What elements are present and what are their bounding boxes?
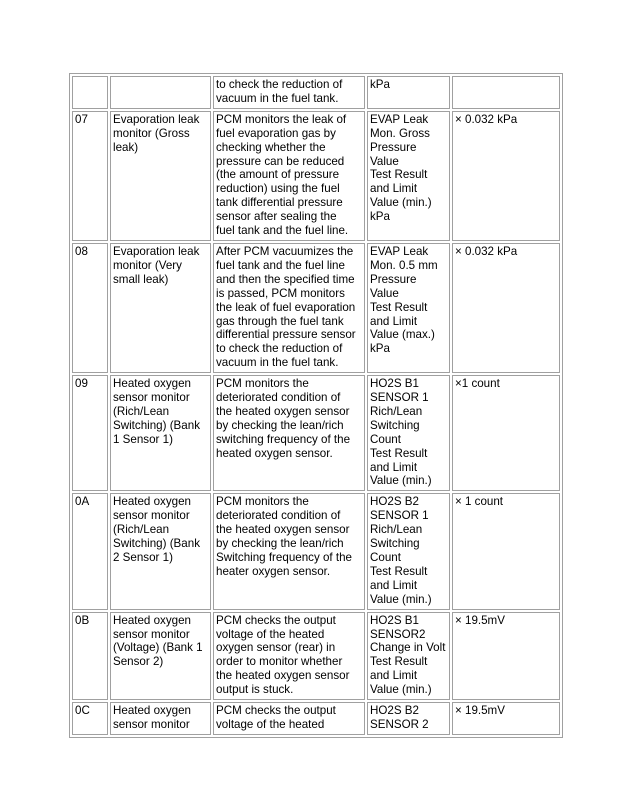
table-row xyxy=(72,493,560,609)
unit-cell xyxy=(452,76,560,109)
test-id-cell: 0C xyxy=(72,702,108,735)
test-id-cell: 07 xyxy=(72,111,108,241)
monitor-name-cell: Evaporation leak monitor (Very small leak) xyxy=(110,243,211,373)
test-value-cell: HO2S B1 SENSOR2 Change in Volt Test Result and Limit Value (min.) xyxy=(367,612,450,700)
unit-cell: × 19.5mV xyxy=(452,702,560,735)
test-value-cell: HO2S B2 SENSOR 1 Rich/Lean Switching Count Test Result and Limit Value (min.) xyxy=(367,493,450,609)
monitor-name-cell: Heated oxygen sensor monitor (Voltage) (Bank 1 Sensor 2) xyxy=(110,612,211,700)
test-id-cell: 0B xyxy=(72,612,108,700)
monitor-name-cell xyxy=(110,76,211,109)
description-cell: After PCM vacuumizes the fuel tank and the fuel line and then the specified time is passed, PCM monitors the leak of fuel evaporation gas through the fuel tank differential pressure sensor to check the reduction of vacuum in the fuel tank. xyxy=(213,243,365,373)
table-row xyxy=(72,76,560,109)
unit-cell: × 0.032 kPa xyxy=(452,243,560,373)
description-cell: PCM monitors the deteriorated condition of the heated oxygen sensor by checking the lean/rich switching frequency of the heated oxygen sensor. xyxy=(213,375,365,491)
unit-cell: ×1 count xyxy=(452,375,560,491)
description-cell: PCM checks the output voltage of the heated xyxy=(213,702,365,735)
monitor-name-cell: Heated oxygen sensor monitor xyxy=(110,702,211,735)
test-value-cell: EVAP Leak Mon. 0.5 mm Pressure Value Test Result and Limit Value (max.) kPa xyxy=(367,243,450,373)
unit-cell: × 19.5mV xyxy=(452,612,560,700)
monitor-test-table xyxy=(69,73,563,738)
test-id-cell: 0A xyxy=(72,493,108,609)
description-cell: PCM checks the output voltage of the heated oxygen sensor (rear) in order to monitor whether the heated oxygen sensor output is stuck. xyxy=(213,612,365,700)
test-id-cell: 09 xyxy=(72,375,108,491)
table-row xyxy=(72,111,560,241)
test-value-cell: HO2S B2 SENSOR 2 xyxy=(367,702,450,735)
table-row xyxy=(72,612,560,700)
unit-cell: × 0.032 kPa xyxy=(452,111,560,241)
monitor-name-cell: Evaporation leak monitor (Gross leak) xyxy=(110,111,211,241)
table-row xyxy=(72,375,560,491)
description-cell: PCM monitors the leak of fuel evaporation gas by checking whether the pressure can be reduced (the amount of pressure reduction) using the fuel tank differential pressure sensor after sealing the fuel tank and the fuel line. xyxy=(213,111,365,241)
test-value-cell: HO2S B1 SENSOR 1 Rich/Lean Switching Count Test Result and Limit Value (min.) xyxy=(367,375,450,491)
test-id-cell xyxy=(72,76,108,109)
table-row xyxy=(72,702,560,735)
description-cell: to check the reduction of vacuum in the fuel tank. xyxy=(213,76,365,109)
unit-cell: × 1 count xyxy=(452,493,560,609)
monitor-name-cell: Heated oxygen sensor monitor (Rich/Lean Switching) (Bank 2 Sensor 1) xyxy=(110,493,211,609)
table-row xyxy=(72,243,560,373)
monitor-name-cell: Heated oxygen sensor monitor (Rich/Lean Switching) (Bank 1 Sensor 1) xyxy=(110,375,211,491)
table-body xyxy=(72,76,560,735)
test-value-cell: EVAP Leak Mon. Gross Pressure Value Test Result and Limit Value (min.) kPa xyxy=(367,111,450,241)
test-id-cell: 08 xyxy=(72,243,108,373)
description-cell: PCM monitors the deteriorated condition of the heated oxygen sensor by checking the lean/rich Switching frequency of the heater oxygen sensor. xyxy=(213,493,365,609)
test-value-cell: kPa xyxy=(367,76,450,109)
